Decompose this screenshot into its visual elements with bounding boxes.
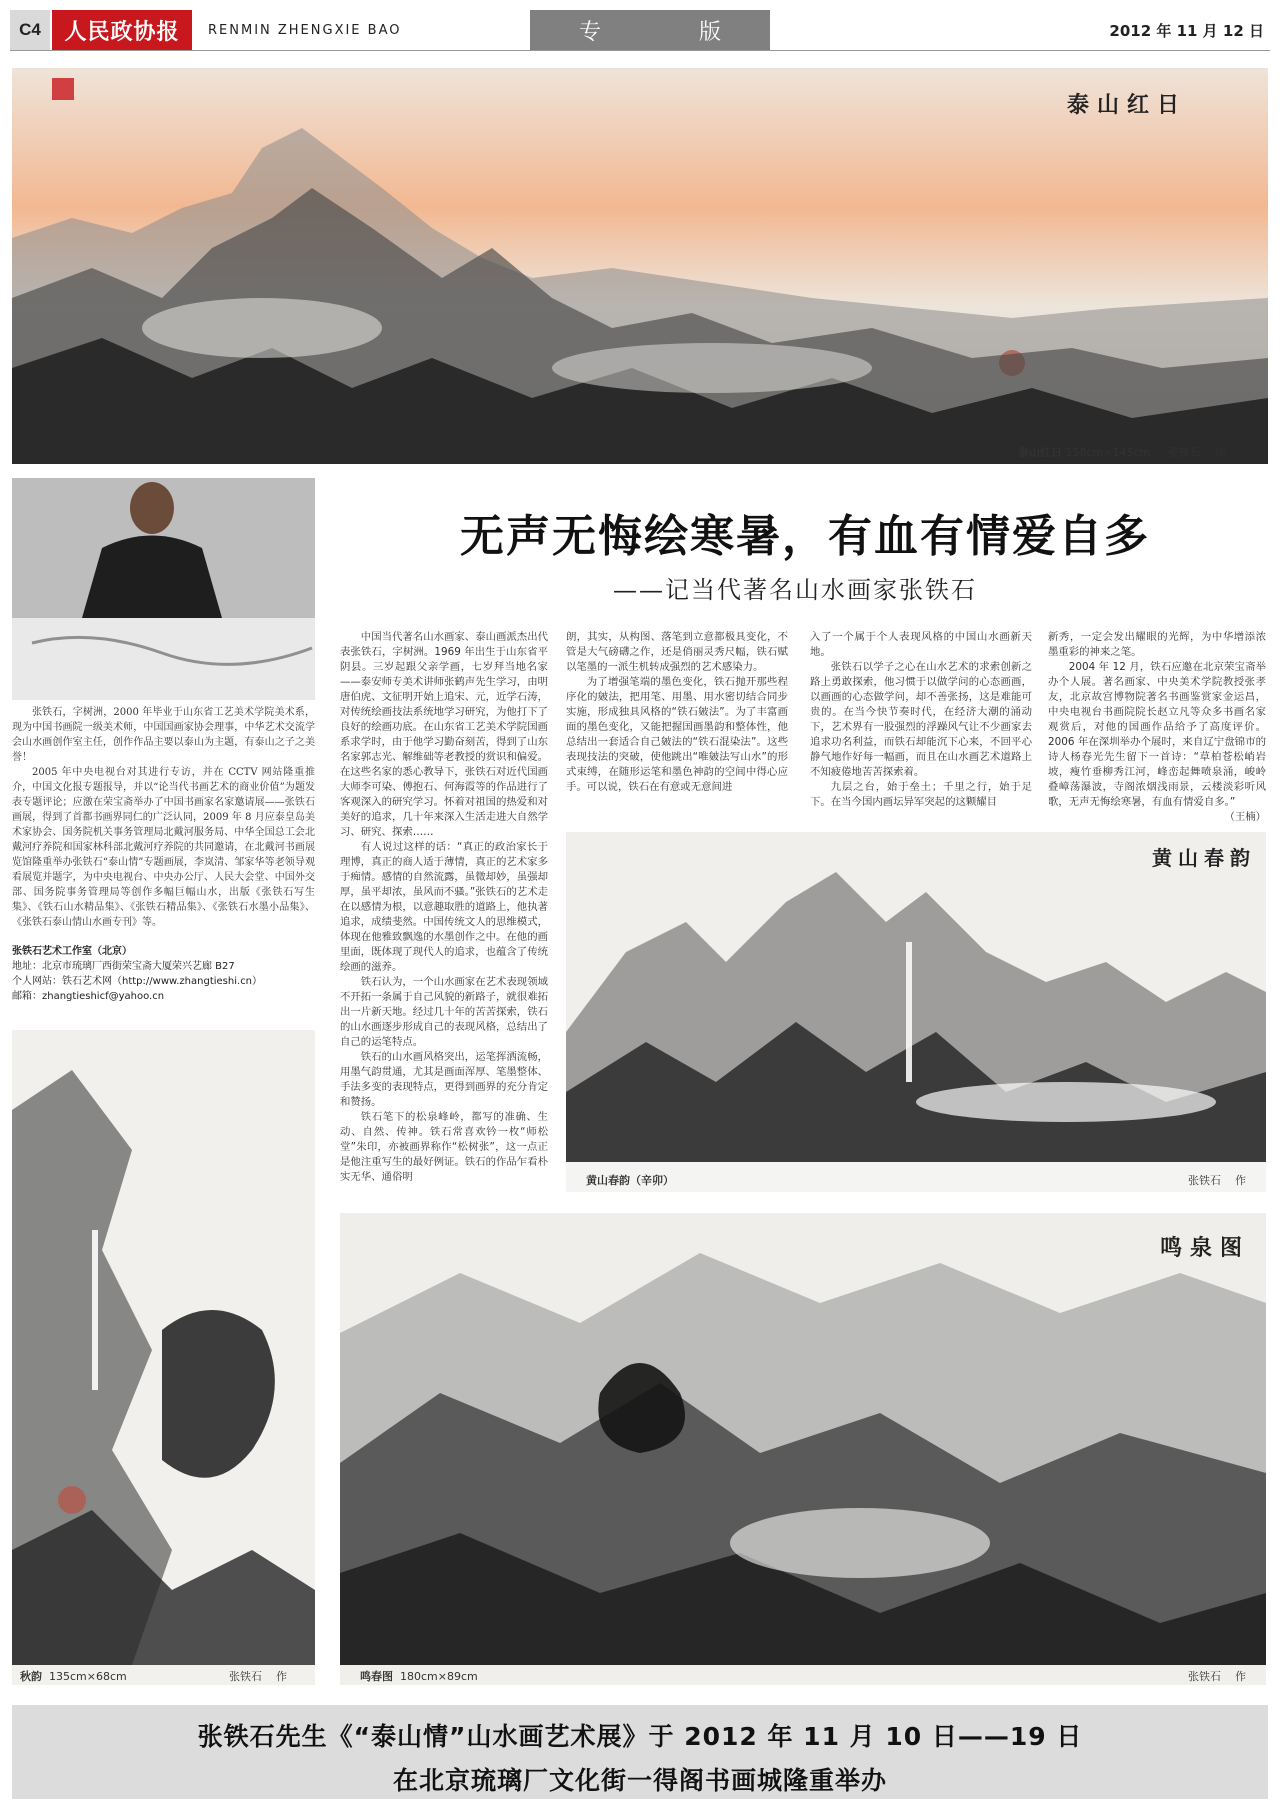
article-paragraph: 九层之台，始于垒土；千里之行，始于足下。在当今国内画坛异军突起的这颗耀目: [810, 781, 1032, 808]
section-label-a: 专: [578, 19, 601, 45]
caption-tag: 作: [1214, 446, 1226, 459]
article-author: （王楠）: [1224, 811, 1266, 823]
caption-author: 张铁石: [1188, 1670, 1221, 1683]
article-paragraph: 2004 年 12 月，铁石应邀在北京荣宝斋举办个人展。著名画家、中央美术学院教授张孝友，北京故宫博物院著名书画鉴赏家金运昌，中央电视台书画院院长赵立凡等众多书画名家观赏后，对他的国画作品给予了高度评价。2006 年在深圳举办个展时，来自辽宁盘锦市的诗人杨春光先生留下一首诗：“草柏苍松峭岩坡，瘦竹垂柳秀江河，峰峦起舞喷泉涌，峻岭叠嶂荡瀑波，寺阁浓烟浅雨景，云楼淡彩听风歌，无声无悔绘寒暑，有血有情爱自多。”: [1048, 661, 1266, 808]
section-label: [530, 10, 770, 50]
newspaper-logo: 人民政协报: [52, 10, 192, 50]
painting-title-seal: 泰山红日: [1066, 92, 1187, 118]
article-paragraph: 铁石的山水画风格突出，运笔挥洒流畅，用墨气韵贯通，尤其是画面浑厚、笔墨整体、手法多变的表现特点，更得到画界的充分肯定和赞扬。: [340, 1051, 548, 1108]
studio-website[interactable]: 个人网站：铁石艺术网（http://www.zhangtieshi.cn）: [12, 976, 263, 987]
article-column-1: [340, 630, 548, 1185]
painting-mingquan: [340, 1213, 1266, 1685]
caption-tag: 作: [1235, 1670, 1246, 1683]
banner-line-1: 张铁石先生《“泰山情”山水画艺术展》于 2012 年 11 月 10 日——19 日: [197, 1722, 1083, 1751]
painting-huangshan-chunyun: [566, 832, 1266, 1192]
banner-line-2: 在北京琉璃厂文化街一得阁书画城隆重举办: [392, 1766, 887, 1795]
article-paragraph: 新秀，一定会发出耀眼的光辉，为中华增添浓墨重彩的神来之笔。: [1048, 631, 1266, 658]
article-paragraph: 为了增强笔端的墨色变化，铁石抛开那些程序化的皴法，把用笔、用墨、用水密切结合同步实施，形成独具风格的“铁石皴法”。为了丰富画面的墨色变化，又能把握国画墨韵和整体性，他总结出一套适合自己皴法的“铁石混染法”。这些表现技法的突破，使他跳出“唯皴法写山水”的形式束缚，在随形运笔和墨色神韵的空间中得心应手。可以说，铁石在有意或无意间进: [566, 676, 788, 793]
painting-taishan-hongri: [12, 68, 1268, 464]
caption-size: 158cm×145cm: [1065, 446, 1151, 459]
article-paragraph: 有人说过这样的话：“真正的政治家长于理博，真正的商人适于薄情，真正的艺术家多于痴情。感情的自然流露，虽微却妙，虽强却厚，虽平却浓，虽风而不骚。”张铁石的艺术走在以感情为根，以意趣取胜的道路上，他执著追求，成绩斐然。中国传统文人的思维模式，体现在他雅致飘逸的水墨创作之中。在他的画里面，既体现了现代人的追求，也蕴含了传统绘画的滋养。: [340, 841, 548, 973]
caption-size: 180cm×89cm: [400, 1670, 478, 1683]
article-headline: 无声无悔绘寒暑，有血有情爱自多: [460, 511, 1150, 562]
studio-title: 张铁石艺术工作室（北京）: [12, 946, 132, 957]
caption-title: 秋韵: [20, 1670, 42, 1683]
painting-caption: [586, 1172, 1246, 1188]
issue-date: 2012 年 11 月 12 日: [1109, 21, 1264, 40]
painting-title-seal: 黄山春韵: [1152, 846, 1256, 870]
painting-caption: [20, 1668, 307, 1684]
caption-author: 张铁石: [1188, 1174, 1221, 1187]
studio-address: 地址：北京市琉璃厂西街荣宝斋大厦荣兴艺廊 B27: [12, 961, 235, 972]
article-paragraph: 铁石笔下的松泉峰岭，都写的准确、生动、自然、传神。铁石常喜欢钤一枚“师松堂”朱印，亦被画界称作“松树张”，这一点正是他注重写生的最好例证。铁石的作品乍看朴实无华、通俗明: [340, 1111, 548, 1183]
painting-title-seal: 鸣泉图: [1159, 1235, 1250, 1261]
article-column-2: [566, 630, 788, 795]
article-subtitle: ——记当代著名山水画家张铁石: [613, 576, 977, 604]
artist-bio: [12, 705, 315, 930]
caption-title: 泰山红日: [1018, 446, 1062, 459]
article-paragraph: 入了一个属于个人表现风格的中国山水画新天地。: [810, 631, 1032, 658]
exhibition-banner: [12, 1705, 1268, 1799]
bio-paragraph: 张铁石，字树洲，2000 年毕业于山东省工艺美术学院美术系，现为中国书画院一级美术师，中国国画家协会理事，中华艺术交流学会山水画创作室主任，创作作品主要以泰山为主题，有泰山之子之美誉！: [12, 707, 315, 763]
caption-title: 鸣春图: [360, 1670, 393, 1683]
studio-info: [12, 944, 315, 1004]
caption-size: 135cm×68cm: [49, 1670, 127, 1683]
painting-taishan-svg: [12, 68, 1268, 464]
article-column-3: [810, 630, 1032, 810]
page-header: [10, 10, 1270, 50]
painting-caption: [1018, 444, 1226, 460]
header-divider: [10, 50, 1270, 51]
section-label-b: 版: [698, 19, 721, 45]
bio-paragraph: 2005 年中央电视台对其进行专访，并在 CCTV 网站隆重推介，中国文化报专题报导，并以“论当代书画艺术的商业价值”为题发表专题评论；应激在荣宝斋举办了中国书画家名家邀请展——张铁石画展，得到了首都书画界同仁的广泛认同，2009 年 8 月应泰皇岛美术家协会、国务院机关事务管理局北戴河服务局、中华全国总工会北戴河疗养院和国家林科部北戴河疗养院的共同邀请，在北戴河书画展览馆隆重举办张铁石“泰山情”专题画展，李岚清、邹家华等老领导观看展览并题字，为中央电视台、中央办公厅、人民大会堂、中国外交部、国务院事务管理局等创作多幅巨幅山水，出版《张铁石写生集》、《铁石山水精品集》、《张铁石精品集》、《张铁石水墨小品集》、《张铁石泰山情山水画专刊》等。: [12, 767, 315, 928]
caption-title: 黄山春韵（辛卯）: [586, 1174, 674, 1187]
newspaper-roman-name: RENMIN ZHENGXIE BAO: [208, 22, 402, 38]
article-paragraph: 张铁石以学子之心在山水艺术的求索创新之路上勇敢探索，他习惯于以做学问的心态画画，以画画的心态做学问，却不善张扬，这是难能可贵的。在当今快节奏时代，在经济大潮的涌动下，艺术界有一股强烈的浮躁风气让不少画家去追求功名利益，而铁石却能沉下心来，不回平心静气地作好每一幅画，而且在山水画艺术道路上不知疲倦地苦苦探索着。: [810, 661, 1032, 778]
painting-caption: [360, 1668, 1246, 1684]
article-paragraph: 朗，其实，从构图、落笔到立意都极具变化，不管是大气磅礴之作，还是俏丽灵秀尺幅，铁石赋以笔墨的一派生机转成强烈的艺术感染力。: [566, 631, 788, 673]
caption-author: 张铁石: [1167, 446, 1201, 459]
painting-qiuyun: [12, 1030, 315, 1685]
article-column-4: [1048, 630, 1266, 825]
page-number: C4: [10, 10, 50, 50]
studio-email[interactable]: 邮箱：zhangtieshicf@yahoo.cn: [12, 991, 165, 1002]
artist-photo: [12, 478, 315, 700]
caption-author: 张铁石: [229, 1670, 262, 1683]
article-paragraph: 铁石认为，一个山水画家在艺术表现领域不开拓一条属于自己风貌的新路子，就很难拓出一片新天地。经过几十年的苦苦探索，铁石的山水画逐步形成自己的表现风格，总结出了自己的运笔特点。: [340, 976, 548, 1048]
caption-tag: 作: [1235, 1174, 1246, 1187]
article-paragraph: 中国当代著名山水画家、泰山画派杰出代表张铁石，字树洲。1969 年出生于山东省平阴县。三岁起跟父亲学画，七岁拜当地名家——泰安师专美术讲师张鹤声先生学习，由明唐伯虎、文征明开始上追宋、元，近学石涛，对传统绘画技法系统地学习研究，为他打下了良好的绘画功底。在山东省工艺美术学院国画系求学时，由于他学习勤奋刻苦，得到了山东名家郭志光、解维础等老教授的赏识和偏爱。在这些名家的悉心教导下，张铁石对近代国画大师李可染、傅抱石、何海霞等的作品进行了客观深入的研究学习。怀着对祖国的热爱和对美好的追求，几十年来深入生活走进大自然学习、研究、探索……: [340, 631, 548, 838]
caption-tag: 作: [276, 1670, 287, 1683]
